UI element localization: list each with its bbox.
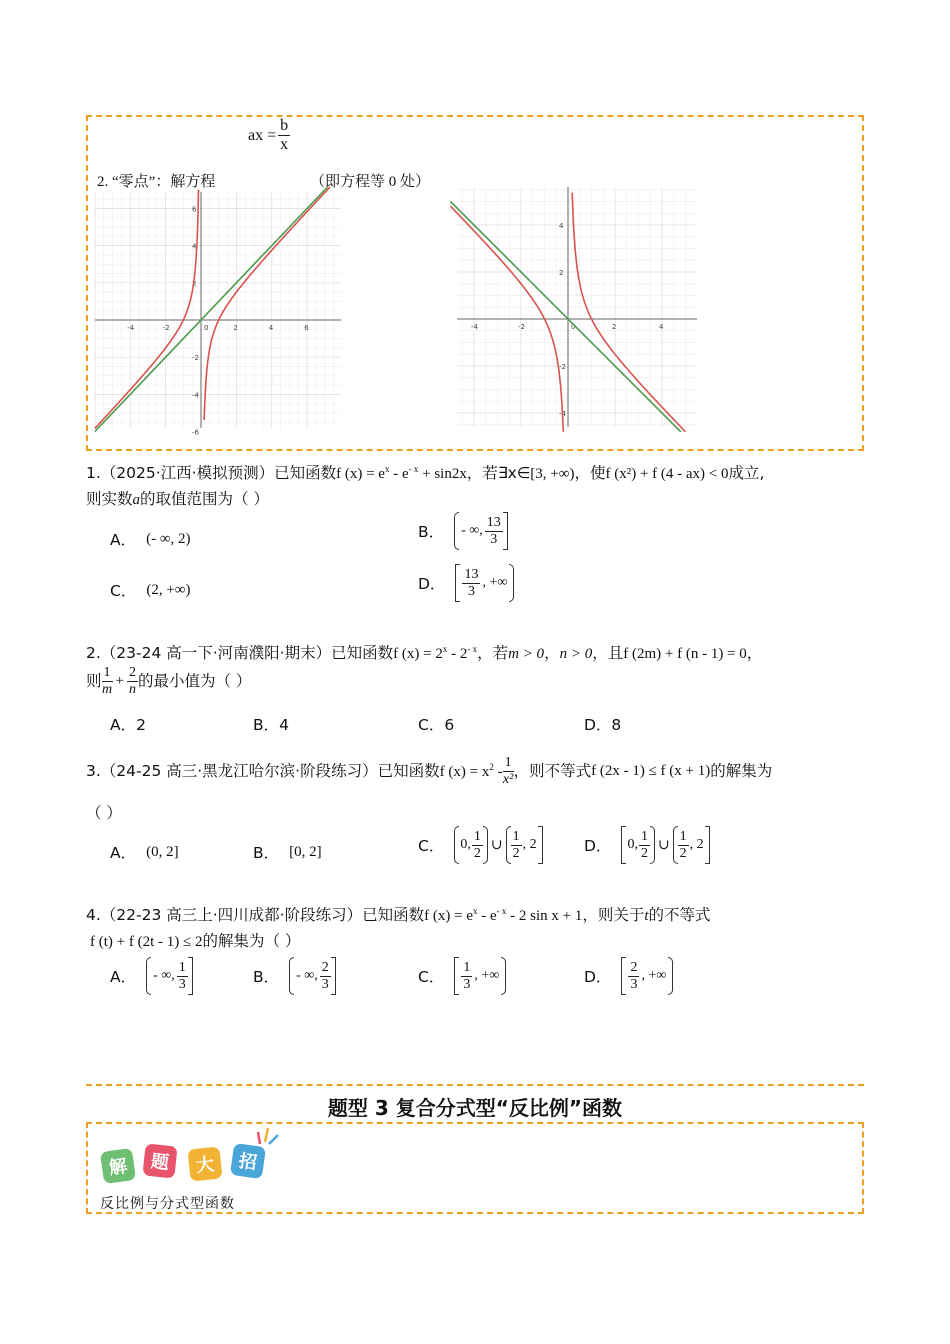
- q4-sup-mx: - x: [496, 906, 507, 916]
- q1-sup-x: x: [384, 464, 390, 474]
- q2-tail: ，: [746, 644, 763, 662]
- frac-den: 2: [473, 845, 481, 861]
- eq-fraction: [278, 118, 290, 153]
- q3-d-two: , 2: [689, 837, 704, 852]
- frac-num: 13: [464, 566, 479, 582]
- q3-c-zero: 0,: [460, 837, 471, 852]
- x-tick-label: 2: [612, 323, 617, 331]
- q4-rest: - 2 sin x + 1: [506, 908, 583, 924]
- q4-opt-c-label: C．: [418, 968, 445, 986]
- question-1-line2: [86, 484, 269, 515]
- q3-option-b[interactable]: [253, 841, 322, 863]
- bracket-right: [705, 826, 710, 864]
- sparkle-icon: [256, 1124, 280, 1146]
- y-tick-label: -2: [192, 354, 199, 363]
- zero-point-line: [97, 170, 215, 191]
- q4-mid: ，则关于: [582, 906, 645, 924]
- badge-da: [187, 1146, 222, 1181]
- frac-num: 2: [630, 959, 638, 975]
- graph-right: [457, 187, 697, 427]
- q2-opt-b-text: B．4: [253, 716, 289, 734]
- q1-opt-d-value: [455, 564, 514, 602]
- q2-n-gt: n > 0: [559, 646, 593, 662]
- q2-m-gt: m > 0: [508, 646, 545, 662]
- q4-opt-b-label: B．: [253, 968, 280, 986]
- eq-den: x: [280, 136, 289, 153]
- q4-option-c[interactable]: [418, 957, 506, 995]
- q3-sup-2: 2: [489, 762, 494, 772]
- x-tick-label: 0: [571, 323, 576, 331]
- q2-frac-2-n: [127, 666, 138, 697]
- tip-note-text: 反比例与分式型函数: [100, 1196, 235, 1212]
- x-tick-label: 6: [304, 324, 309, 332]
- bracket-right: [331, 957, 336, 995]
- q4-b-pre: - ∞,: [296, 968, 318, 983]
- q2-sup-x: x: [442, 644, 448, 654]
- paren-right: [650, 826, 655, 864]
- q2-comma: ，: [544, 644, 560, 662]
- question-4-line2: [90, 926, 300, 957]
- y-tick-label: 4: [192, 242, 197, 251]
- q4-c-frac: [461, 961, 472, 992]
- frac-num: 1: [512, 828, 520, 844]
- paren-right: [501, 957, 506, 995]
- badge-ti: [142, 1143, 177, 1178]
- q1-line2b: 的取值范围为（ ）: [140, 490, 269, 508]
- x-tick-label: -4: [127, 324, 135, 332]
- q1-sup-mx: - x: [408, 464, 419, 474]
- q4-a-pre: - ∞,: [153, 968, 175, 983]
- q1-interval: [3, +∞): [530, 466, 575, 482]
- q2-function: [393, 646, 477, 662]
- q3-frac: [503, 756, 514, 787]
- y-tick-label: -4: [192, 391, 199, 400]
- question-2-line1: [86, 634, 762, 669]
- section-title: [0, 1092, 950, 1121]
- q4-opt-a-label: A．: [110, 968, 137, 986]
- q1-hold: 成立,: [728, 464, 765, 482]
- frac-num: 1: [463, 959, 471, 975]
- q4-d-post: , +∞: [641, 968, 667, 983]
- frac-den: n: [128, 682, 136, 697]
- q4-stem: 4.（22-23 高三上·四川成都·阶段练习）已知函数: [86, 906, 425, 924]
- badge-text: 大: [195, 1154, 216, 1177]
- paren-right: [668, 957, 673, 995]
- q4-minus: - e: [477, 908, 497, 924]
- q1-opt-b-pre: - ∞,: [461, 523, 483, 538]
- q4-b-frac: [320, 961, 331, 992]
- q3-c-two: , 2: [522, 837, 537, 852]
- q3-d-frac1: [639, 830, 650, 861]
- eq-lhs: ax =: [248, 126, 277, 144]
- section-divider: [86, 1084, 864, 1086]
- q2-opt-d-text: D．8: [584, 716, 622, 734]
- x-tick-label: 4: [659, 323, 664, 331]
- y-tick-label: 2: [192, 279, 197, 288]
- badge-text: 招: [237, 1150, 259, 1175]
- q2-opt-a-text: A．2: [110, 716, 146, 734]
- q2-line2a: 则: [86, 671, 102, 690]
- q2-sup-mx: - x: [467, 644, 478, 654]
- q1-line2a: 则实数: [86, 490, 133, 508]
- bracket-left: [621, 826, 626, 864]
- frac-den: 3: [630, 976, 638, 992]
- q4-d-frac: [628, 961, 639, 992]
- frac-den: 3: [463, 976, 471, 992]
- bracket-right: [188, 957, 193, 995]
- badge-jie: [100, 1148, 136, 1184]
- q2-fx: f (x) = 2: [393, 646, 443, 662]
- q3-opt-b-label: B．: [253, 844, 280, 862]
- q1-var-a: a: [132, 492, 141, 508]
- q2-line2b: 的最小值为（ ）: [137, 671, 252, 690]
- zero-note-text: （即方程等 0 处）: [310, 174, 431, 190]
- q3-c-frac2: [511, 830, 522, 861]
- equation-ax-b-over-x: [248, 118, 290, 153]
- x-tick-label: -4: [471, 323, 478, 331]
- q2-frac-1-m: [102, 666, 113, 697]
- frac-den: m: [101, 682, 113, 697]
- paren-left: [454, 826, 459, 864]
- q3-paren: （ ）: [86, 804, 122, 822]
- paren-left: [289, 957, 294, 995]
- frac-num: 1: [504, 755, 512, 770]
- q3-c-frac1: [472, 830, 483, 861]
- q4-option-b[interactable]: [253, 957, 336, 995]
- frac-num: 13: [486, 514, 501, 530]
- q4-opt-b-value: [289, 957, 336, 995]
- q1-opt-d-label: D．: [418, 575, 446, 593]
- q4-c-post: , +∞: [474, 968, 500, 983]
- section-title-text: 题型 3 复合分式型“反比例”函数: [327, 1096, 623, 1120]
- bracket-left: [455, 564, 460, 602]
- q1-function: [336, 466, 467, 482]
- q2-opt-c-text: C．6: [418, 716, 455, 734]
- frac-den: 2: [679, 845, 687, 861]
- badge-text: 解: [107, 1155, 129, 1180]
- q3-opt-a-value: (0, 2]: [146, 843, 179, 860]
- q2-plus: +: [115, 673, 124, 689]
- y-tick-label: 2: [559, 269, 564, 277]
- badge-zhao: [230, 1143, 266, 1179]
- question-2-line2: [86, 666, 251, 697]
- y-tick-label: -2: [559, 363, 566, 371]
- badge-text: 题: [149, 1151, 170, 1174]
- union-symbol: ∪: [490, 837, 503, 853]
- q4-opt-a-value: [146, 957, 193, 995]
- frac-den: 2: [512, 845, 520, 861]
- q1-fx: f (x) = e: [336, 466, 385, 482]
- union-symbol: ∪: [657, 837, 670, 853]
- zero-point-note: [310, 170, 430, 191]
- q1-opt-c-value: (2, +∞): [146, 581, 191, 598]
- x-tick-label: -2: [518, 323, 525, 331]
- q4-function: [424, 908, 582, 924]
- q4-fx: f (x) = e: [424, 908, 473, 924]
- frac-num: 1: [640, 828, 648, 844]
- frac-den: 3: [321, 976, 329, 992]
- tip-note: [100, 1193, 235, 1213]
- q2-option-a[interactable]: [110, 713, 146, 735]
- q1-opt-d-post: , +∞: [482, 575, 508, 590]
- q2-option-d[interactable]: [584, 713, 621, 735]
- q4-option-a[interactable]: [110, 957, 193, 995]
- q1-opt-c-label: C．: [110, 582, 137, 600]
- q3-opt-a-label: A．: [110, 844, 137, 862]
- q3-opt-c-value: [454, 826, 542, 864]
- frac-num: 2: [128, 665, 136, 680]
- q1-option-a[interactable]: [110, 528, 191, 550]
- q3-opt-b-value: [0, 2]: [289, 843, 322, 860]
- q3-stem: 3.（24-25 高三·黑龙江哈尔滨·阶段练习）已知函数: [86, 761, 440, 780]
- y-tick-label: -4: [559, 410, 566, 418]
- y-tick-label: 4: [559, 222, 564, 230]
- q1-minus: - e: [389, 466, 409, 482]
- q1-opt-a-label: A．: [110, 531, 137, 549]
- frac-den: x²: [502, 772, 514, 787]
- q3-opt-d-value: [621, 826, 709, 864]
- q1-option-b[interactable]: [418, 512, 508, 550]
- q1-opt-b-label: B．: [418, 523, 445, 541]
- q4-opt-c-value: [454, 957, 506, 995]
- q4-tail: 的不等式: [648, 906, 711, 924]
- q3-minus: -: [493, 764, 503, 780]
- q3-opt-d-label: D．: [584, 837, 612, 855]
- q3-option-c[interactable]: [418, 826, 543, 864]
- paren-left: [454, 512, 459, 550]
- frac-num: 1: [473, 828, 481, 844]
- eq-num: b: [280, 117, 289, 134]
- bracket-right: [503, 512, 508, 550]
- q1-use: ，使: [574, 464, 606, 482]
- q3-d-frac2: [678, 830, 689, 861]
- q1-stem: 1.（2025·江西·模拟预测）已知函数: [86, 464, 337, 482]
- graph-left: [95, 192, 341, 437]
- question-3-line1: [86, 756, 772, 787]
- frac-den: 3: [490, 531, 498, 547]
- q1-opt-b-frac: [485, 516, 503, 547]
- q3-d-zero: 0,: [627, 837, 638, 852]
- y-tick-label: -6: [192, 428, 199, 437]
- q3-option-a[interactable]: [110, 841, 179, 863]
- q1-rest: + sin2x: [418, 466, 467, 482]
- bracket-left: [621, 957, 626, 995]
- frac-num: 1: [178, 959, 186, 975]
- bracket-right: [538, 826, 543, 864]
- q4-sup-x: x: [472, 906, 478, 916]
- q4-opt-d-value: [621, 957, 673, 995]
- q3-function: [440, 763, 503, 780]
- frac-num: 2: [321, 959, 329, 975]
- q3-option-d[interactable]: [584, 826, 710, 864]
- frac-den: 2: [640, 845, 648, 861]
- frac-num: 1: [103, 665, 111, 680]
- q4-line2-tail: 的解集为（ ）: [202, 932, 301, 950]
- q3-inequality: f (2x - 1) ≤ f (x + 1): [591, 763, 711, 779]
- q1-option-c[interactable]: [110, 579, 190, 601]
- q3-mid: ，则不等式: [513, 761, 592, 780]
- frac-den: 3: [178, 976, 186, 992]
- x-tick-label: 4: [268, 324, 274, 332]
- q2-stem: 2.（23-24 高一下·河南濮阳·期末）已知函数: [86, 644, 394, 662]
- q4-a-frac: [177, 961, 188, 992]
- x-tick-label: -2: [162, 324, 170, 332]
- q1-opt-b-value: [454, 512, 508, 550]
- q4-opt-d-label: D．: [584, 968, 612, 986]
- bracket-left: [454, 957, 459, 995]
- x-tick-label: 0: [204, 324, 209, 332]
- q4-var-t: t: [644, 908, 649, 924]
- q2-option-b[interactable]: [253, 713, 289, 735]
- frac-num: 1: [679, 828, 687, 844]
- paren-left: [146, 957, 151, 995]
- q2-equation: f (2m) + f (n - 1) = 0: [623, 646, 747, 662]
- q1-exists: ，若∃x∈: [466, 464, 531, 482]
- zero-point-label: 2. “零点”：解方程: [97, 174, 216, 190]
- q2-minus: - 2: [447, 646, 468, 662]
- q2-cond: ，若: [477, 644, 509, 662]
- q1-option-d[interactable]: [418, 564, 514, 602]
- y-tick-label: 6: [192, 205, 197, 214]
- q4-inequality: f (t) + f (2t - 1) ≤ 2: [90, 934, 203, 950]
- q2-and: ，且: [592, 644, 624, 662]
- q2-option-c[interactable]: [418, 713, 454, 735]
- paren-right: [509, 564, 514, 602]
- question-3-line2: [86, 798, 122, 828]
- q3-tail: 的解集为: [710, 761, 773, 780]
- q1-opt-a-value: (- ∞, 2): [146, 530, 191, 547]
- x-tick-label: 2: [233, 324, 238, 332]
- paren-right: [483, 826, 488, 864]
- q3-opt-c-label: C．: [418, 837, 445, 855]
- q3-fx: f (x) = x: [439, 764, 490, 780]
- q1-opt-d-frac: [462, 568, 480, 599]
- q4-option-d[interactable]: [584, 957, 673, 995]
- frac-den: 3: [467, 583, 475, 599]
- q1-inequality: f (x²) + f (4 - ax) < 0: [605, 466, 729, 482]
